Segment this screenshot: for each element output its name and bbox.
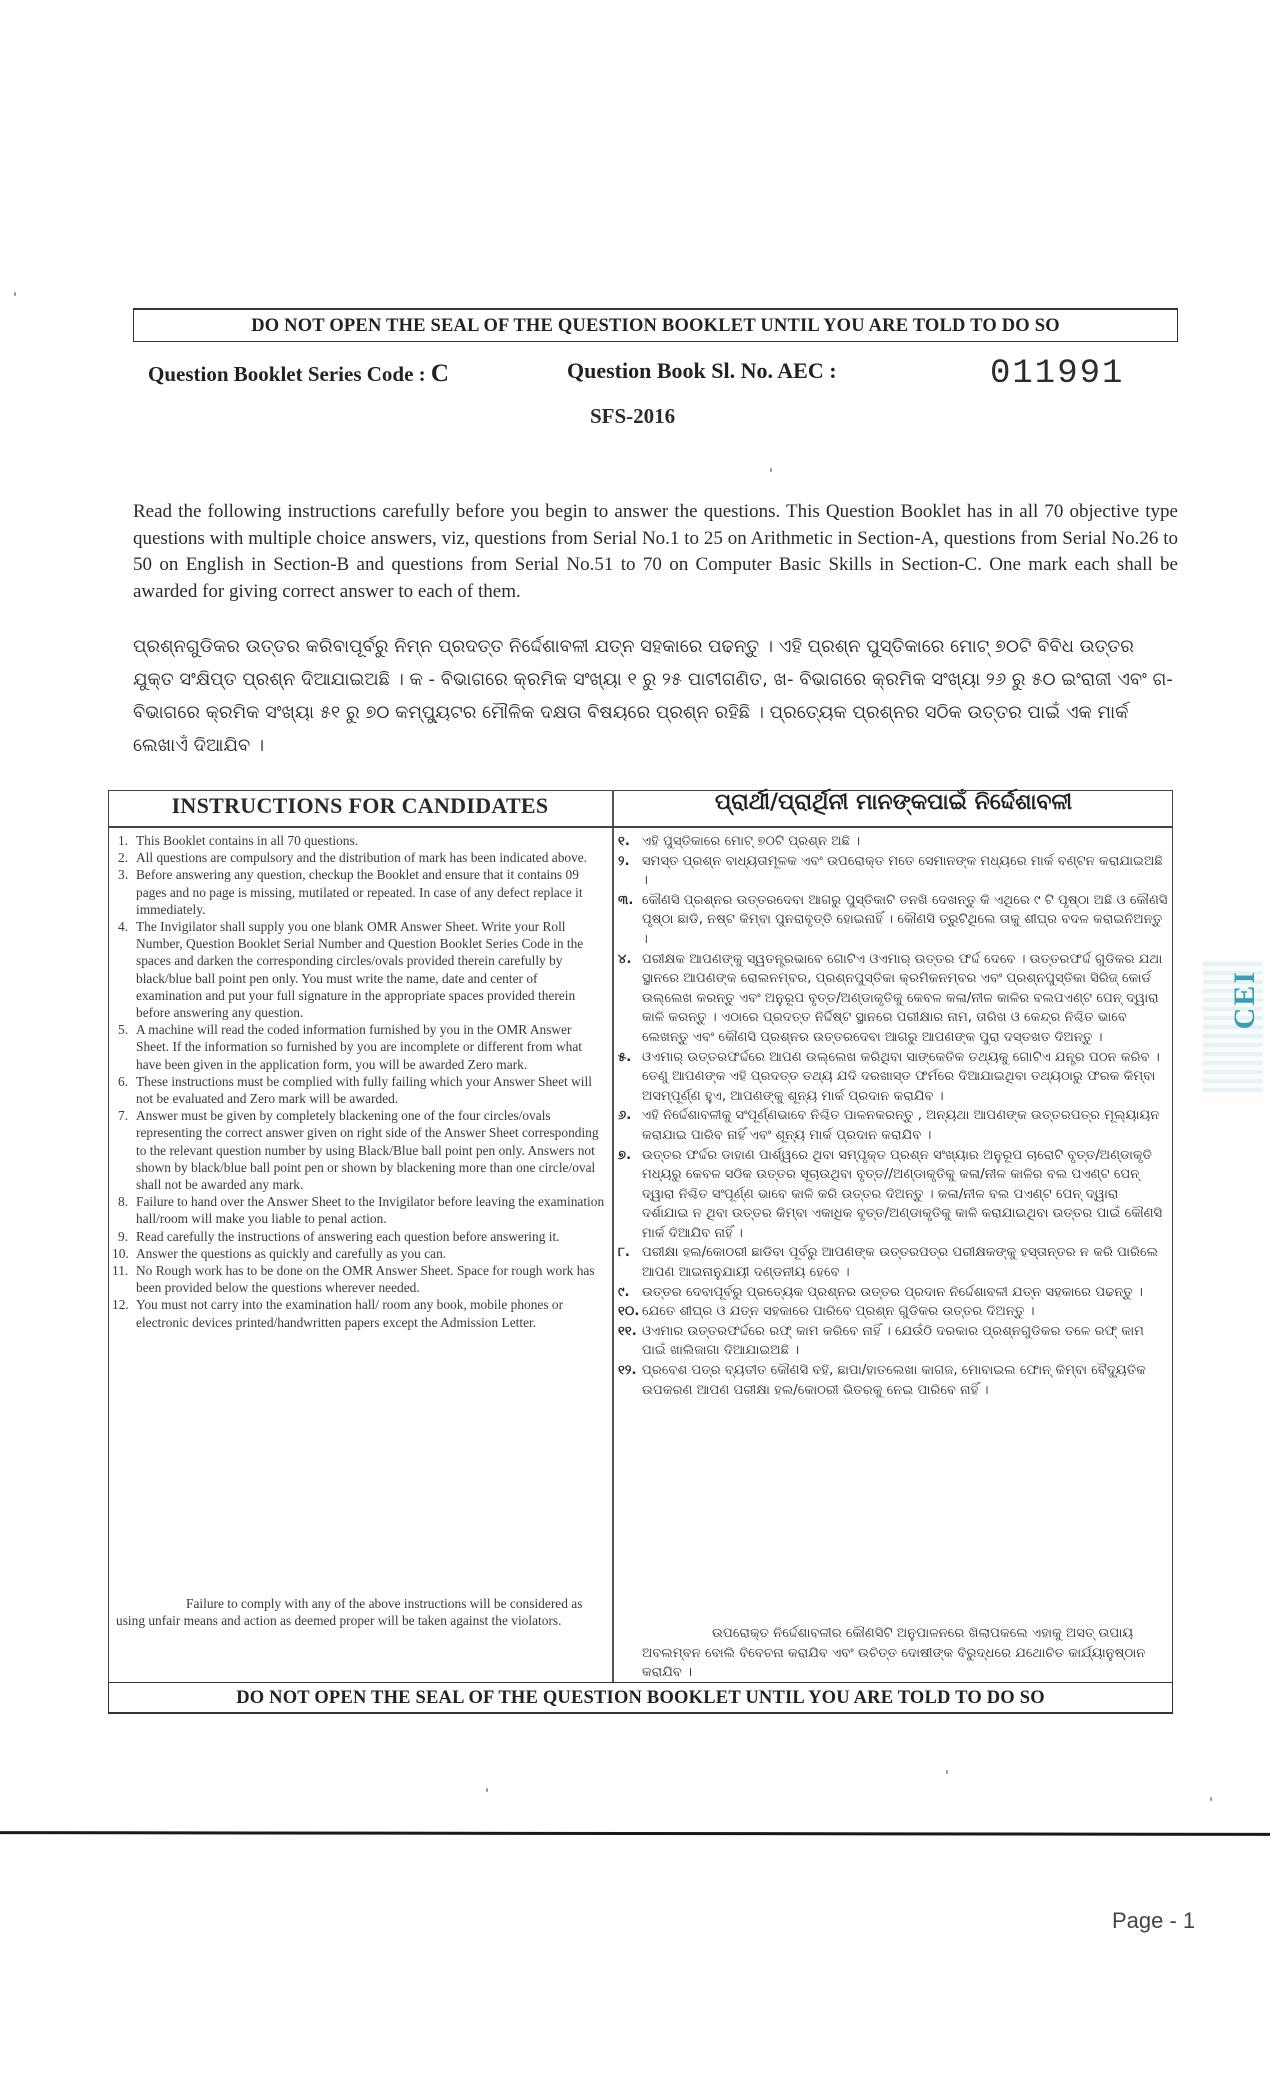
- item-number: ୧୧.: [618, 1323, 637, 1339]
- item-text: Read carefully the instructions of answering each question before answering it.: [136, 1228, 560, 1244]
- odia-instruction-item: [618, 950, 1168, 1048]
- item-number: ୧୦.: [618, 1304, 640, 1320]
- item-text: କୌଣସି ପ୍ରଶ୍ନର ଉତ୍ତରଦେବା ଆଗରୁ ପୁସ୍ତିକାଟି ତନଖି ଦେଖନ୍ତୁ କି ଏଥିରେ ୯ ଟି ପୃଷ୍ଠା ଅଛି ଓ କୌଣସି ପୃଷ୍ଠା ଛାଡି, ନଷ୍ଟ କିମ୍ବା ପୁନରାବୃତ୍ତି ହୋଇନାହିଁ । କୌଣସି ତ୍ରୁଟିଥିଲେ ତାକୁ ଶୀଘ୍ର ବଦଳ କରାଇନିଅନ୍ତୁ ।: [642, 892, 1168, 947]
- odia-instruction-item: [618, 1322, 1168, 1361]
- scan-speck: [1210, 1797, 1212, 1801]
- column-divider: [612, 790, 614, 1684]
- item-text: No Rough work has to be done on the OMR Answer Sheet. Space for rough work has been provided below the questions wherever needed.: [136, 1263, 595, 1296]
- page-number: Page - 1: [1112, 1908, 1196, 1933]
- item-text: ସମସ୍ତ ପ୍ରଶ୍ନ ବାଧ୍ୟତାମୂଳକ ଏବଂ ଉପରୋକ୍ତ ମତେ ସେମାନଙ୍କ ମଧ୍ୟରେ ମାର୍କ ବଣ୍ଟନ କରାଯାଇଅଛି ।: [642, 853, 1163, 889]
- intro-odia-paragraph: ପ୍ରଶ୍ନଗୁଡିକର ଉତ୍ତର କରିବାପୂର୍ବରୁ ନିମ୍ନ ପ୍ରଦତ୍ତ ନିର୍ଦ୍ଦେଶାବଳୀ ଯତ୍ନ ସହକାରେ ପଢନ୍ତୁ । ଏହି ପ୍ରଶ୍ନ ପୁସ୍ତିକାରେ ମୋଟ୍ ୭୦ଟି ବିବିଧ ଉତ୍ତର ଯୁକ୍ତ ସଂକ୍ଷିପ୍ତ ପ୍ରଶ୍ନ ଦିଆଯାଇଅଛି । କ - ବିଭାଗରେ କ୍ରମିକ ସଂଖ୍ୟା ୧ ରୁ ୨୫ ପାଟୀଗଣିତ, ଖ- ବିଭାଗରେ କ୍ରମିକ ସଂଖ୍ୟା ୨୬ ରୁ ୫୦ ଇଂରାଜୀ ଏବଂ ଗ- ବିଭାଗରେ କ୍ରମିକ ସଂଖ୍ୟା ୫୧ ରୁ ୭୦ କମ୍ପ୍ୟୁଟର ମୌଳିକ ଦକ୍ଷତା ବିଷୟରେ ପ୍ରଶ୍ନ ରହିଛି । ପ୍ରତ୍ୟେକ ପ୍ରଶ୍ନର ସଠିକ ଉତ୍ତର ପାଇଁ ଏକ ମାର୍କ ଲେଖାଏଁ ଦିଆଯିବ ।: [133, 636, 1173, 756]
- english-instruction-item: [116, 1193, 606, 1227]
- odia-instructions-footer: ଉପରୋକ୍ତ ନିର୍ଦ୍ଦେଶାବଳୀର କୌଣସିଟି ଅନୁପାଳନରେ ଖିଲାପକଲେ ଏହାକୁ ଅସତ୍ ଉପାୟ ଅବଲମ୍ବନ ବୋଲି ବିବେଚନା କରାଯିବ ଏବଂ ଉଚିତ୍ତ ଦୋଷୀଙ୍କ ବିରୁଦ୍ଧରେ ଯଥୋଚିତ କାର୍ଯ୍ୟାନୁଷ୍ଠାନ କରାଯିବ ।: [642, 1626, 1146, 1681]
- odia-instruction-item: [618, 1243, 1168, 1282]
- odia-instruction-item: [618, 1146, 1168, 1244]
- item-text: Before answering any question, checkup the Booklet and ensure that it contains 09 pages and no page is missing, mutilated or repeated. In case of any defect replace it immediately.: [136, 867, 583, 917]
- english-instructions-list: [112, 832, 606, 1331]
- item-text: This Booklet contains in all 70 questions.: [136, 833, 359, 848]
- item-number: 5.: [118, 1022, 129, 1038]
- item-number: 11.: [112, 1263, 129, 1279]
- item-number: 10.: [112, 1245, 129, 1261]
- scan-speck: [14, 292, 16, 296]
- english-instruction-item: [116, 1021, 606, 1073]
- item-text: ପରୀକ୍ଷା ହଲ/କୋଠରୀ ଛାଡିବା ପୂର୍ବରୁ ଆପଣଙ୍କ ଉତ୍ତରପତ୍ର ପରୀକ୍ଷକଙ୍କୁ ହସ୍ତାନ୍ତର ନ କରି ପାରିଲେ ଆପଣ ଆଇନାନୁଯାୟୀ ଦଣ୍ଡନୀୟ ହେବେ ।: [642, 1245, 1159, 1281]
- item-number: 9.: [118, 1228, 129, 1244]
- item-number: 4.: [118, 919, 129, 935]
- item-text: The Invigilator shall supply you one blank OMR Answer Sheet. Write your Roll Number, Question Booklet Serial Number and Question Booklet Series Code in the spaces and darken the corresponding circles/ovals provided therein carefully by black/blue ball point pen only. You must write the name, date and center of examination and put your full signature in the appropriate spaces provided therein before answering any question.: [136, 919, 584, 1021]
- item-number: ୬.: [618, 1108, 632, 1124]
- item-number: 1.: [118, 833, 129, 848]
- intro-english-paragraph: Read the following instructions carefully before you begin to answer the questions. This Question Booklet has in all 70 objective type questions with multiple choice answers, viz, questions from Serial No.1 to 25 on Arithmetic in Section-A, questions from Serial No.26 to 50 on English in Section-B and questions from Serial No.51 to 70 on Computer Basic Skills in Section-C. One mark each shall be awarded for giving correct answer to each of them.: [133, 501, 1178, 602]
- item-text: These instructions must be complied with fully failing which your Answer Sheet will not be evaluated and Zero mark will be awarded.: [136, 1073, 592, 1107]
- item-number: ୨.: [618, 853, 630, 869]
- english-instruction-item: [112, 1262, 606, 1296]
- english-instruction-item: [116, 849, 606, 866]
- odia-instruction-item: [618, 832, 1168, 852]
- odia-instructions-list: [618, 832, 1168, 1400]
- item-number: ୭.: [618, 1147, 632, 1163]
- odia-instruction-item: [618, 1106, 1168, 1145]
- english-instruction-item: [116, 832, 606, 849]
- english-instruction-item: [112, 1245, 606, 1262]
- bottom-rule: [0, 1831, 1270, 1836]
- item-text: ଏହି ପୁସ୍ତିକାରେ ମୋଟ୍ ୭୦ଟି ପ୍ରଶ୍ନ ଅଛି ।: [642, 834, 861, 849]
- series-code-value: C: [430, 360, 449, 387]
- item-text: ଯେତେ ଶୀଘ୍ର ଓ ଯତ୍ନ ସହକାରେ ପାରିବେ ପ୍ରଶ୍ନ ଗୁଡିକର ଉତ୍ତର ଦିଅନ୍ତୁ ।: [642, 1304, 1035, 1320]
- item-text: You must not carry into the examination hall/ room any book, mobile phones or electronic devices printed/handwritten papers except the Admission Letter.: [136, 1297, 564, 1330]
- scan-speck: [486, 1788, 488, 1792]
- item-text: Answer the questions as quickly and carefully as you can.: [136, 1245, 447, 1261]
- top-seal-warning-banner: DO NOT OPEN THE SEAL OF THE QUESTION BOOKLET UNTIL YOU ARE TOLD TO DO SO: [133, 308, 1178, 342]
- odia-instruction-item: [618, 1302, 1168, 1322]
- english-instructions-footer: Failure to comply with any of the above instructions will be considered as using unfair means and action as deemed proper will be taken against the violators.: [116, 1596, 583, 1629]
- item-text: ଓଏମାର୍ ଉତ୍ତରଫର୍ଦ୍ଦରେ ଆପଣ ଉଲ୍ଲେଖ କରିଥିବା ସାଙ୍କେତିକ ତଥ୍ୟକୁ ଗୋଟିଏ ଯନ୍ତ୍ର ପଠନ କରିବ । ତେଣୁ ଆପଣଙ୍କ ଏହି ପ୍ରଦତ୍ତ ତଥ୍ୟ ଯଦି ଦରଖାସ୍ତ ଫର୍ମରେ ଦିଆଯାଇଥିବା ତଥ୍ୟଠାରୁ ଫରକ କିମ୍ବା ଅସମ୍ପୂର୍ଣ୍ଣ ହୁଏ, ଆପଣଙ୍କୁ ଶୂନ୍ୟ ମାର୍କ ପ୍ରଦାନ କରାଯିବ ।: [642, 1049, 1160, 1104]
- book-serial-number: 011991: [990, 355, 1125, 393]
- item-number: ୩.: [618, 892, 634, 908]
- english-instruction-item: [116, 866, 606, 918]
- item-text: ଏହି ନିର୍ଦ୍ଦେଶାବଳୀକୁ ସଂପୂର୍ଣ୍ଣଭାବେ ନିଶ୍ଚିତ ପାଳନକରନ୍ତୁ , ଅନ୍ୟଥା ଆପଣଙ୍କ ଉତ୍ତରପତ୍ର ମୂଲ୍ୟାୟନ କରାଯାଇ ପାରିବ ନାହିଁ ଏବଂ ଶୂନ୍ୟ ମାର୍କ ପ୍ରଦାନ କରାଯିବ ।: [642, 1108, 1160, 1143]
- odia-instruction-item: [618, 1048, 1168, 1107]
- scan-speck: [770, 468, 772, 472]
- item-text: Answer must be given by completely blackening one of the four circles/ovals representing the correct answer given on right side of the Answer Sheet corresponding to the relevant question number by using Black/Blue ball point pen only. Answers not shown by black/blue ball point pen or shown by blackening more than one circle/oval shall not be awarded any mark.: [136, 1108, 599, 1193]
- item-number: ୧.: [618, 834, 630, 849]
- item-text: ପରୀକ୍ଷକ ଆପଣଙ୍କୁ ସ୍ୱତନ୍ତ୍ରଭାବେ ଗୋଟିଏ ଓଏମାର୍ ଉତ୍ତର ଫର୍ଦ୍ଦ ଦେବେ । ଉତ୍ତରଫର୍ଦ୍ଦ ଗୁଡିକର ଯଥା ସ୍ଥାନରେ ଆପଣଙ୍କ ରୋଲନମ୍ବର, ପ୍ରଶ୍ନପୁସ୍ତିକା କ୍ରମିକନମ୍ବର ଏବଂ ପ୍ରଶ୍ନପୁସ୍ତିକା ସିରିଜ୍ କୋର୍ଡ ଉଲ୍ଲେଖ କରନ୍ତୁ ଏବଂ ଅନୁରୂପ ବୃତ୍ତ/ଅଣ୍ଡାକୃତିକୁ କେବଳ କଳା/ନୀଳ କାଳିର ବଲପଏଣ୍ଟ ପେନ୍ ଦ୍ୱାରା କାଳି କରନ୍ତୁ । ଏଠାରେ ପ୍ରଦତ୍ତ ନିର୍ଦ୍ଦିଷ୍ଟ ସ୍ଥାନରେ ପରୀକ୍ଷାର ନାମ, ତାରିଖ ଓ କେନ୍ଦ୍ର ନିଶ୍ଚିତ ଭାବେ ଲେଖନ୍ତୁ ଏବଂ କୌଣସି ପ୍ରଶ୍ନର ଉତ୍ତରଦେବା ଆଗରୁ ଆପଣଙ୍କ ପୁରା ଦସ୍ତଖତ ଦିଅନ୍ତୁ ।: [642, 951, 1163, 1045]
- english-instruction-item: [116, 1107, 606, 1193]
- item-number: ୮.: [618, 1245, 630, 1261]
- odia-instructions-title: ପ୍ରାର୍ଥୀ/ପ୍ରାର୍ଥିନୀ ମାନଙ୍କପାଇଁ ନିର୍ଦ୍ଦେଶାବଳୀ: [714, 790, 1073, 815]
- item-text: All questions are compulsory and the distribution of mark has been indicated above.: [136, 850, 588, 866]
- odia-instruction-item: [618, 1361, 1168, 1400]
- item-text: ଉତ୍ତର ଦେବାପୂର୍ବରୁ ପ୍ରତ୍ୟେକ ପ୍ରଶ୍ନର ଉତ୍ତର ପ୍ରଦାନ ନିର୍ଦ୍ଦେଶାବଳୀ ଯତ୍ନ ସହକାରେ ପଢନ୍ତୁ ।: [642, 1284, 1143, 1300]
- odia-instruction-item: [618, 1283, 1168, 1303]
- odia-instruction-item: [618, 852, 1168, 891]
- item-number: 8.: [118, 1194, 129, 1210]
- item-text: ପ୍ରବେଶ ପତ୍ର ବ୍ୟତୀତ କୌଣସି ବହି, ଛାପା/ହାତଲେଖା କାଗଜ, ମୋବାଇଲ ଫୋନ୍ କିମ୍ବା ବୈଦ୍ୟୁତିକ ଉପକରଣ ଆପଣ ପରୀକ୍ଷା ହଲ/କୋଠରୀ ଭିତରକୁ ନେଇ ପାରିବେ ନାହିଁ ।: [642, 1363, 1146, 1398]
- item-text: A machine will read the coded information furnished by you in the OMR Answer Sheet. If the information so furnished by you are incomplete or different from what have been given in the application form, you will be awarded Zero mark.: [136, 1022, 582, 1072]
- item-number: 7.: [118, 1108, 129, 1124]
- english-instructions-title: INSTRUCTIONS FOR CANDIDATES: [171, 793, 549, 818]
- header-row-divider: [108, 826, 1173, 828]
- english-instruction-item: [116, 1228, 606, 1245]
- series-code-label: Question Booklet Series Code :: [148, 362, 431, 386]
- item-number: 3.: [118, 867, 129, 883]
- bottom-seal-warning-banner: DO NOT OPEN THE SEAL OF THE QUESTION BOOKLET UNTIL YOU ARE TOLD TO DO SO: [108, 1682, 1173, 1714]
- item-number: ୫.: [618, 1049, 632, 1065]
- english-instruction-item: [116, 1073, 606, 1107]
- exam-code: SFS-2016: [590, 404, 676, 428]
- edge-stamp-text: CEI: [1228, 970, 1261, 1030]
- english-instruction-item: [116, 918, 606, 1021]
- item-number: ୧୨.: [618, 1363, 637, 1379]
- item-number: ୯.: [618, 1284, 630, 1300]
- item-number: 12.: [112, 1297, 129, 1313]
- item-number: 2.: [118, 850, 129, 866]
- item-text: Failure to hand over the Answer Sheet to the Invigilator before leaving the examination hall/room will make you liable to penal action.: [136, 1194, 605, 1227]
- english-instruction-item: [112, 1296, 606, 1330]
- item-number: 6.: [118, 1073, 129, 1089]
- item-number: ୪.: [618, 951, 632, 967]
- odia-instruction-item: [618, 891, 1168, 950]
- scan-speck: [946, 1770, 948, 1774]
- item-text: ଓଏମାର ଉତ୍ତରଫର୍ଦ୍ଦରେ ରଫ୍ କାମ କରିବେ ନାହିଁ । ଯେଉଁଠି ଦରକାର ପ୍ରଶ୍ନଗୁଡିକର ତଳେ ରଫ୍ କାମ ପାଇଁ ଖାଲିଜାଗା ଦିଆଯାଇଅଛି ।: [642, 1323, 1145, 1359]
- book-serial-label: Question Book Sl. No. AEC :: [567, 358, 837, 383]
- series-code-field: [148, 360, 449, 388]
- item-text: ଉତ୍ତର ଫର୍ଦ୍ଦର ଡାହାଣ ପାର୍ଶ୍ୱରେ ଥିବା ସମ୍ପୃକ୍ତ ପ୍ରଶ୍ନ ସଂଖ୍ୟାର ଅନୁରୂପ ଚାରୋଟି ବୃତ୍ତ/ଅଣ୍ଡାକୃତି ମଧ୍ୟରୁ କେବଳ ସଠିକ ଉତ୍ତର ସୂଚାଉଥିବା ବୃତ୍ତ//ଅଣ୍ଡାକୃତିକୁ କଳା/ନୀଳ କାଳିର ବଲ ପଏଣ୍ଟ ପେନ୍ ଦ୍ୱାରା ନିଶ୍ଚିତ ସଂପୂର୍ଣ୍ଣ ଭାବେ କାଳି କରି ଉତ୍ତର ଦିଅନ୍ତୁ । କଳା/ନୀଳ ବଲ ପଏଣ୍ଟ ପେନ୍ ଦ୍ୱାରା ଦର୍ଶାଯାଇ ନ ଥିବା ଉତ୍ତର କିମ୍ବା ଏକାଧିକ ବୃତ୍ତ/ଅଣ୍ଡାକୃତିକୁ କାଳି କରାଯାଇଥିବା ଉତ୍ତର ପାଇଁ କୌଣସି ମାର୍କ ଦିଆଯିବ ନାହିଁ ।: [642, 1147, 1163, 1241]
